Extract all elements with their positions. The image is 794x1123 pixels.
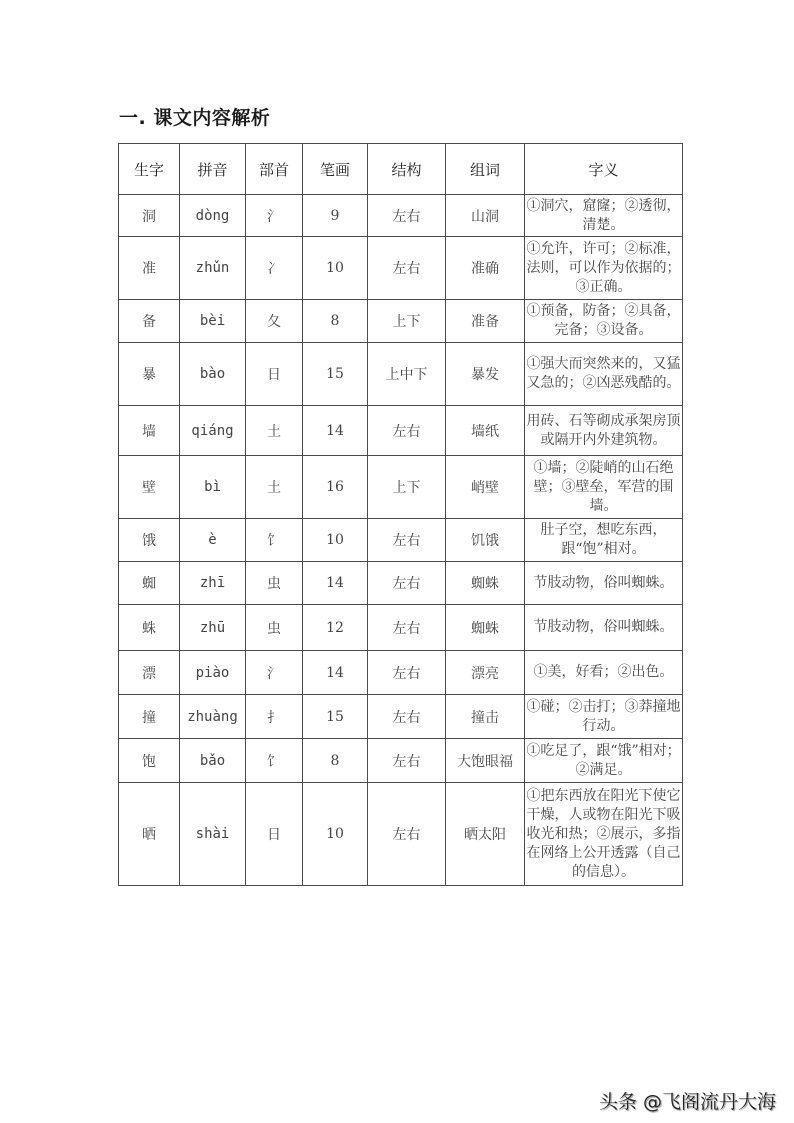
cell-structure: 左右: [368, 605, 446, 651]
vocabulary-table: [118, 143, 683, 886]
cell-char: 撞: [119, 695, 180, 739]
cell-radical: 饣: [246, 739, 303, 783]
cell-meaning: ①允许，许可；②标准，法则，可以作为依据的；③正确。: [525, 237, 683, 300]
cell-pinyin: bì: [180, 456, 246, 519]
cell-word: 漂亮: [446, 651, 525, 695]
cell-pinyin: zhū: [180, 605, 246, 651]
cell-char: 壁: [119, 456, 180, 519]
cell-strokes: 10: [303, 237, 368, 300]
cell-char: 暴: [119, 343, 180, 406]
cell-radical: 扌: [246, 695, 303, 739]
cell-structure: 左右: [368, 406, 446, 456]
cell-radical: 饣: [246, 519, 303, 562]
table-row: [119, 195, 683, 237]
cell-strokes: 12: [303, 605, 368, 651]
cell-pinyin: qiáng: [180, 406, 246, 456]
table-row: [119, 343, 683, 406]
cell-radical: 日: [246, 343, 303, 406]
cell-pinyin: piào: [180, 651, 246, 695]
cell-structure: 上下: [368, 300, 446, 343]
table-row: [119, 739, 683, 783]
cell-char: 晒: [119, 783, 180, 886]
cell-pinyin: è: [180, 519, 246, 562]
cell-strokes: 15: [303, 343, 368, 406]
cell-char: 墙: [119, 406, 180, 456]
header-word: 组词: [446, 144, 525, 195]
cell-pinyin: bǎo: [180, 739, 246, 783]
cell-pinyin: zhǔn: [180, 237, 246, 300]
cell-word: 山洞: [446, 195, 525, 237]
cell-word: 蜘蛛: [446, 562, 525, 605]
cell-strokes: 9: [303, 195, 368, 237]
cell-char: 漂: [119, 651, 180, 695]
cell-pinyin: dòng: [180, 195, 246, 237]
table-row: [119, 562, 683, 605]
cell-meaning: ①吃足了，跟“饿”相对；②满足。: [525, 739, 683, 783]
cell-structure: 左右: [368, 195, 446, 237]
table-row: [119, 406, 683, 456]
cell-radical: 日: [246, 783, 303, 886]
cell-structure: 上下: [368, 456, 446, 519]
header-pinyin: 拼音: [180, 144, 246, 195]
cell-pinyin: shài: [180, 783, 246, 886]
cell-pinyin: bào: [180, 343, 246, 406]
cell-strokes: 14: [303, 406, 368, 456]
cell-strokes: 8: [303, 300, 368, 343]
cell-radical: 土: [246, 406, 303, 456]
cell-word: 暴发: [446, 343, 525, 406]
cell-structure: 左右: [368, 783, 446, 886]
cell-strokes: 10: [303, 519, 368, 562]
table-row: [119, 651, 683, 695]
cell-meaning: ①碰；②击打；③莽撞地行动。: [525, 695, 683, 739]
cell-structure: 左右: [368, 562, 446, 605]
header-radical: 部首: [246, 144, 303, 195]
cell-radical: 虫: [246, 562, 303, 605]
table-row: [119, 237, 683, 300]
cell-meaning: 节肢动物，俗叫蜘蛛。: [525, 605, 683, 651]
cell-word: 饥饿: [446, 519, 525, 562]
cell-char: 蜘: [119, 562, 180, 605]
watermark: 头条 @飞阁流丹大海: [598, 1091, 776, 1113]
cell-meaning: 用砖、石等砌成承架房顶或隔开内外建筑物。: [525, 406, 683, 456]
table-row: [119, 456, 683, 519]
cell-structure: 左右: [368, 519, 446, 562]
cell-structure: 左右: [368, 651, 446, 695]
cell-strokes: 14: [303, 651, 368, 695]
cell-meaning: ①墙；②陡峭的山石绝壁；③壁垒，军营的围墙。: [525, 456, 683, 519]
cell-word: 晒太阳: [446, 783, 525, 886]
cell-radical: 土: [246, 456, 303, 519]
cell-structure: 左右: [368, 237, 446, 300]
cell-meaning: ①把东西放在阳光下使它干燥，人或物在阳光下吸收光和热；②展示，多指在网络上公开透露（自己的信息）。: [525, 783, 683, 886]
cell-meaning: ①强大而突然来的，又猛又急的；②凶恶残酷的。: [525, 343, 683, 406]
cell-word: 撞击: [446, 695, 525, 739]
cell-char: 饱: [119, 739, 180, 783]
cell-structure: 上中下: [368, 343, 446, 406]
cell-char: 准: [119, 237, 180, 300]
cell-strokes: 8: [303, 739, 368, 783]
cell-word: 准备: [446, 300, 525, 343]
cell-meaning: ①预备，防备；②具备，完备；③设备。: [525, 300, 683, 343]
cell-strokes: 16: [303, 456, 368, 519]
cell-radical: 氵: [246, 195, 303, 237]
cell-word: 准确: [446, 237, 525, 300]
cell-meaning: 节肢动物，俗叫蜘蛛。: [525, 562, 683, 605]
table-row: [119, 605, 683, 651]
cell-char: 洞: [119, 195, 180, 237]
table-header-row: [119, 144, 683, 195]
cell-char: 蛛: [119, 605, 180, 651]
header-char: 生字: [119, 144, 180, 195]
cell-pinyin: zhī: [180, 562, 246, 605]
cell-pinyin: bèi: [180, 300, 246, 343]
table-row: [119, 519, 683, 562]
cell-strokes: 14: [303, 562, 368, 605]
cell-char: 饿: [119, 519, 180, 562]
cell-radical: 夂: [246, 300, 303, 343]
header-meaning: 字义: [525, 144, 683, 195]
cell-pinyin: zhuàng: [180, 695, 246, 739]
cell-strokes: 15: [303, 695, 368, 739]
cell-meaning: 肚子空，想吃东西，跟“饱”相对。: [525, 519, 683, 562]
cell-word: 墙纸: [446, 406, 525, 456]
cell-meaning: ①洞穴，窟窿；②透彻，清楚。: [525, 195, 683, 237]
table-row: [119, 695, 683, 739]
cell-structure: 左右: [368, 739, 446, 783]
table-body: [119, 195, 683, 886]
cell-meaning: ①美，好看；②出色。: [525, 651, 683, 695]
header-strokes: 笔画: [303, 144, 368, 195]
table-row: [119, 300, 683, 343]
cell-char: 备: [119, 300, 180, 343]
cell-word: 峭壁: [446, 456, 525, 519]
section-title: 一. 课文内容解析: [119, 107, 271, 129]
cell-radical: 冫: [246, 237, 303, 300]
cell-structure: 左右: [368, 695, 446, 739]
cell-strokes: 10: [303, 783, 368, 886]
cell-radical: 氵: [246, 651, 303, 695]
header-structure: 结构: [368, 144, 446, 195]
table-row: [119, 783, 683, 886]
cell-word: 大饱眼福: [446, 739, 525, 783]
cell-word: 蜘蛛: [446, 605, 525, 651]
cell-radical: 虫: [246, 605, 303, 651]
